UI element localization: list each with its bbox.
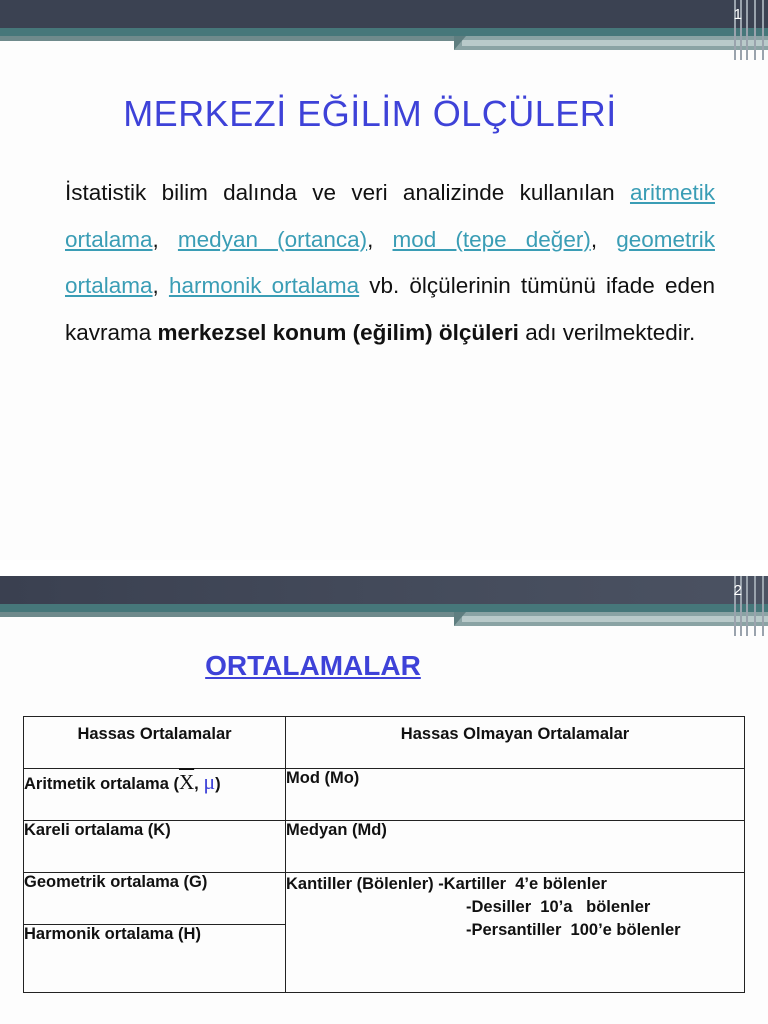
cell-mod: Mod (Mo) (286, 769, 745, 821)
kantiller-line-2: -Desiller 10’a bölenler (466, 898, 651, 916)
header-accent-band (0, 604, 768, 612)
paragraph-bold-term: merkezsel konum (eğilim) ölçüleri (157, 319, 519, 345)
header-band (0, 0, 768, 28)
paragraph-end: adı verilmektedir. (525, 319, 696, 345)
slide-title: ORTALAMALAR (205, 650, 421, 681)
header-tab-notch (454, 612, 466, 626)
header-band (0, 576, 768, 604)
table-row (24, 873, 745, 925)
averages-table (23, 716, 745, 993)
slide-2 (0, 576, 768, 1024)
xbar-symbol: $\overline{X}$ (178, 770, 195, 794)
cell-harmonik: Harmonik ortalama (H) (24, 925, 286, 993)
body-paragraph: İstatistik bilim dalında ve veri analizinde kullanılan aritmetik ortalama, medyan (ortanca), mod (tepe değer), geometrik ortalama, harmonik ortalama vb. ölçülerinin tümünü ifade eden kavrama merkezsel konum (eğilim) ölçüleri adı verilmektedir. (65, 180, 715, 345)
cell-medyan: Medyan (Md) (286, 821, 745, 873)
table-header-row (24, 717, 745, 769)
aritmetik-label: Aritmetik ortalama ( (24, 775, 179, 793)
table-row (24, 769, 745, 821)
cell-aritmetik: Aritmetik ortalama ($\overline{X}$, μ) (24, 769, 286, 821)
aritmetik-suffix: ) (215, 775, 221, 793)
cell-kareli: Kareli ortalama (K) (24, 821, 286, 873)
kantiller-line-1: Kantiller (Bölenler) -Kartiller 4’e bölenler (286, 875, 607, 893)
header-accent-band (0, 28, 768, 36)
header-tab-inner (462, 616, 768, 622)
header-tab-inner (462, 40, 768, 46)
header-accent-line (0, 612, 460, 617)
kantiller-line-3: -Persantiller 100’e bölenler (466, 921, 681, 939)
link-harmonik-ortalama[interactable]: harmonik ortalama (168, 273, 360, 298)
link-medyan[interactable]: medyan (ortanca) (177, 226, 368, 252)
cell-kantiller (286, 873, 745, 993)
header-accent-line (0, 36, 460, 41)
paragraph-intro: İstatistik bilim dalında ve veri analizinde kullanılan (65, 180, 615, 205)
link-aritmetik-ortalama[interactable]: aritmetik ortalama (65, 180, 715, 252)
slide-title: MERKEZİ EĞİLİM ÖLÇÜLERİ (123, 93, 617, 134)
header-hassas-olmayan: Hassas Olmayan Ortalamalar (286, 717, 745, 769)
mu-symbol: μ (203, 769, 216, 794)
page-number: 2 (733, 582, 742, 599)
table-row (24, 821, 745, 873)
header-hassas: Hassas Ortalamalar (24, 717, 286, 769)
link-mod[interactable]: mod (tepe değer) (392, 226, 591, 252)
page-number: 1 (733, 6, 742, 23)
cell-geometrik: Geometrik ortalama (G) (24, 873, 286, 925)
paragraph-middle: vb. ölçülerinin tümünü ifade eden kavrama (65, 273, 715, 345)
link-geometrik-ortalama[interactable]: geometrik ortalama (65, 226, 715, 298)
header-tab-notch (454, 36, 466, 50)
